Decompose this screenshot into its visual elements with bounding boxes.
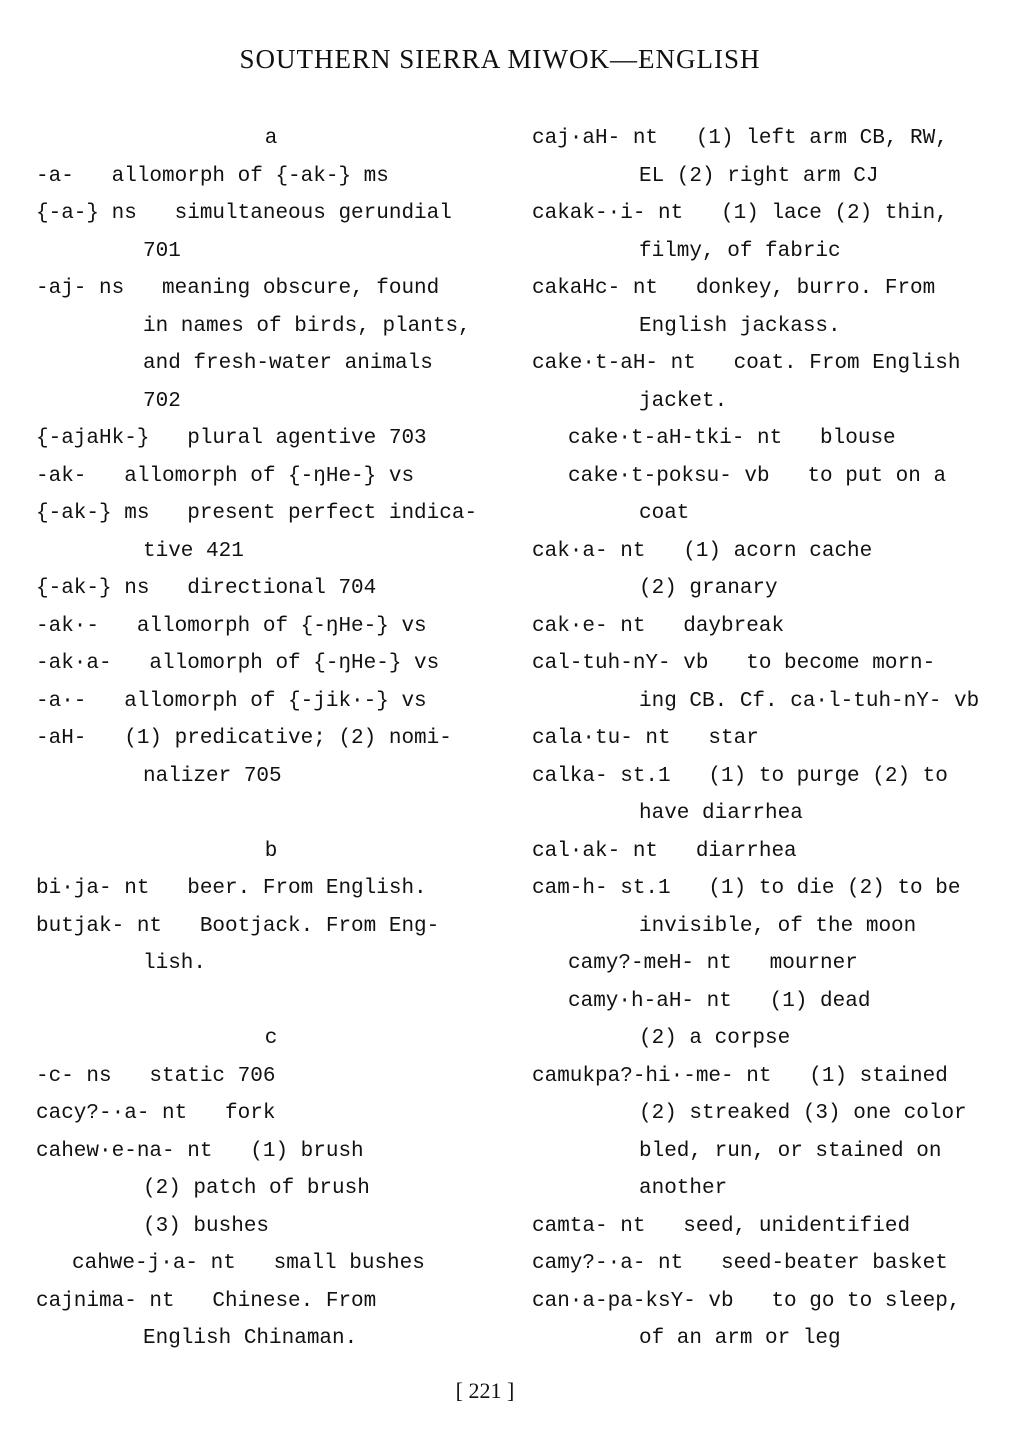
dictionary-entry: cahew·e-na- nt (1) brush (36, 1139, 364, 1163)
entry-continuation: nalizer 705 (143, 764, 282, 788)
entry-continuation: (2) a corpse (639, 1027, 791, 1050)
entry-continuation: of an arm or leg (639, 1327, 841, 1350)
dictionary-entry: -c- ns static 706 (36, 1064, 276, 1088)
dictionary-entry: cacy?-·a- nt fork (36, 1102, 276, 1125)
entry-continuation: ing CB. Cf. ca·l-tuh-nY- vb (639, 689, 980, 713)
dictionary-entry: butjak- nt Bootjack. From Eng- (36, 914, 440, 938)
sub-entry: cake·t-poksu- vb to put on a (568, 464, 947, 488)
entry-continuation: EL (2) right arm CJ (639, 164, 879, 188)
spacer (36, 795, 506, 833)
page-number: [ 221 ] (455, 1378, 515, 1403)
dictionary-entry: can·a-pa-ksY- vb to go to sleep, (532, 1289, 961, 1313)
entry-continuation: another (639, 1177, 728, 1200)
entry-continuation: bled, run, or stained on (639, 1139, 942, 1163)
sub-entry: cake·t-aH-tki- nt blouse (568, 427, 896, 450)
section-letter: b (264, 839, 278, 863)
entry-continuation: in names of birds, plants, (143, 314, 471, 338)
entry-continuation: filmy, of fabric (639, 239, 841, 263)
dictionary-entry: -ak- allomorph of {-ŋHe-} vs (36, 464, 415, 488)
entry-continuation: have diarrhea (639, 802, 803, 825)
entry-continuation: tive 421 (143, 539, 244, 563)
dictionary-entry: caj·aH- nt (1) left arm CB, RW, (532, 127, 948, 150)
dictionary-entry: camukpa?-hi·-me- nt (1) stained (532, 1064, 948, 1088)
dictionary-entry: cak·a- nt (1) acorn cache (532, 539, 873, 563)
dictionary-entry: -aj- ns meaning obscure, found (36, 277, 440, 300)
sub-entry: camy?-meH- nt mourner (568, 952, 858, 975)
entry-continuation: jacket. (639, 389, 728, 413)
dictionary-entry: {-ak-} ns directional 704 (36, 577, 377, 600)
entry-continuation: (2) granary (639, 577, 778, 600)
entry-continuation: 702 (143, 389, 181, 413)
section-letter: a (264, 127, 278, 150)
dictionary-entry: -a- allomorph of {-ak-} ms (36, 164, 389, 188)
dictionary-entry: camta- nt seed, unidentified (532, 1214, 911, 1238)
dictionary-entry: cal-tuh-nY- vb to become morn- (532, 652, 936, 675)
dictionary-entry: -aH- (1) predicative; (2) nomi- (36, 727, 452, 750)
entry-continuation: English jackass. (639, 314, 841, 338)
spacer (36, 983, 506, 1021)
dictionary-entry: -ak·- allomorph of {-ŋHe-} vs (36, 614, 427, 638)
sub-entry: cahwe-j·a- nt small bushes (72, 1252, 425, 1275)
entry-continuation: invisible, of the moon (639, 914, 917, 938)
left-column (36, 120, 506, 1358)
dictionary-entry: cala·tu- nt star (532, 727, 759, 750)
entry-continuation: 701 (143, 239, 181, 263)
dictionary-entry: cal·ak- nt diarrhea (532, 839, 797, 863)
dictionary-entry: {-ak-} ms present perfect indica- (36, 502, 478, 525)
entry-continuation: and fresh-water animals (143, 352, 433, 375)
dictionary-entry: cakak-·i- nt (1) lace (2) thin, (532, 202, 948, 225)
entry-continuation: lish. (143, 952, 207, 975)
right-column (532, 120, 1010, 1358)
entry-continuation: (2) patch of brush (143, 1177, 370, 1200)
dictionary-entry: camy?-·a- nt seed-beater basket (532, 1252, 948, 1275)
entry-continuation: (3) bushes (143, 1214, 270, 1238)
dictionary-entry: cak·e- nt daybreak (532, 614, 785, 638)
dictionary-entry: {-a-} ns simultaneous gerundial (36, 202, 452, 225)
dictionary-entry: -ak·a- allomorph of {-ŋHe-} vs (36, 652, 440, 675)
dictionary-entry: calka- st.1 (1) to purge (2) to (532, 764, 948, 788)
dictionary-entry: {-ajaHk-} plural agentive 703 (36, 427, 427, 450)
entry-continuation: (2) streaked (3) one color (639, 1102, 967, 1125)
entry-continuation: English Chinaman. (143, 1327, 358, 1350)
page-title: SOUTHERN SIERRA MIWOK—ENGLISH (239, 44, 761, 74)
dictionary-entry: cakaHc- nt donkey, burro. From (532, 277, 936, 300)
section-letter: c (264, 1027, 278, 1050)
dictionary-entry: cajnima- nt Chinese. From (36, 1289, 377, 1313)
entry-continuation: coat (639, 502, 690, 525)
sub-entry: camy·h-aH- nt (1) dead (568, 989, 871, 1013)
dictionary-entry: -a·- allomorph of {-jik·-} vs (36, 689, 427, 713)
dictionary-entry: cam-h- st.1 (1) to die (2) to be (532, 877, 961, 900)
dictionary-entry: bi·ja- nt beer. From English. (36, 877, 427, 900)
dictionary-entry: cake·t-aH- nt coat. From English (532, 352, 961, 375)
